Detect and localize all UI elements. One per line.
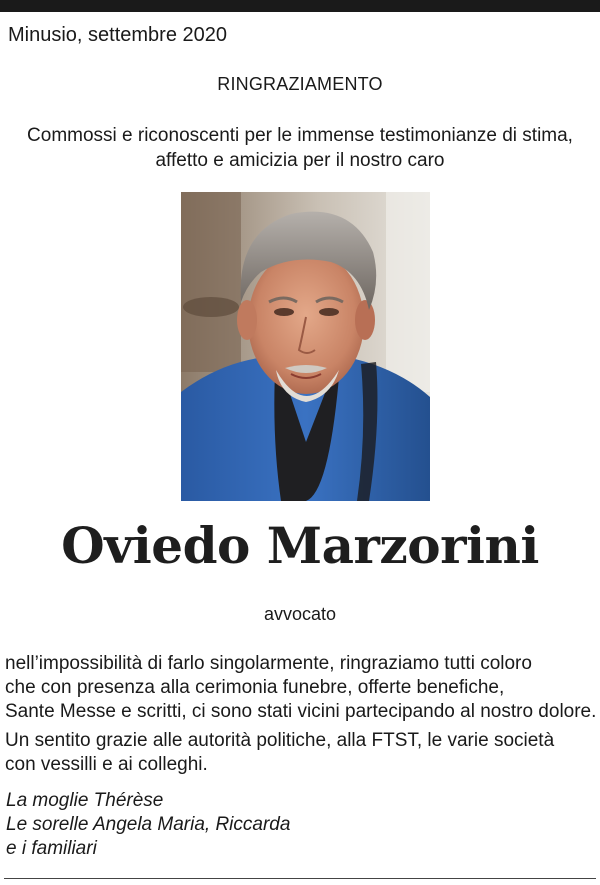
place-date: Minusio, settembre 2020: [8, 24, 228, 46]
text-line: che con presenza alla cerimonia funebre, offerte benefiche,: [5, 677, 505, 698]
text-line: con vessilli e ai colleghi.: [5, 754, 208, 775]
intro-line: Commossi e riconoscenti per le immense testimonianze di stima,: [27, 125, 573, 146]
signature-line: La moglie Thérèse: [6, 790, 164, 811]
text-line: Un sentito grazie alle autorità politiche, alla FTST, le varie società: [5, 730, 555, 751]
profession: avvocato: [263, 604, 337, 624]
signature-line: Le sorelle Angela Maria, Riccarda: [6, 814, 291, 835]
deceased-name: Oviedo Marzorini: [61, 516, 539, 575]
text-line: nell’impossibilità di farlo singolarmente, ringraziamo tutti coloro: [5, 653, 532, 674]
thanks-text: [5, 652, 597, 782]
intro-text: [10, 123, 590, 173]
signature-block: [6, 789, 586, 861]
intro-line: affetto e amicizia per il nostro caro: [155, 150, 445, 171]
portrait-photo: [181, 192, 430, 501]
bottom-divider: [4, 878, 596, 879]
notice-heading: RINGRAZIAMENTO: [217, 74, 383, 94]
paragraph: [5, 652, 597, 724]
paragraph: [5, 729, 597, 777]
signature-line: e i familiari: [6, 838, 97, 859]
top-border-bar: [0, 0, 600, 12]
text-line: Sante Messe e scritti, ci sono stati vicini partecipando al nostro dolore.: [5, 701, 597, 722]
